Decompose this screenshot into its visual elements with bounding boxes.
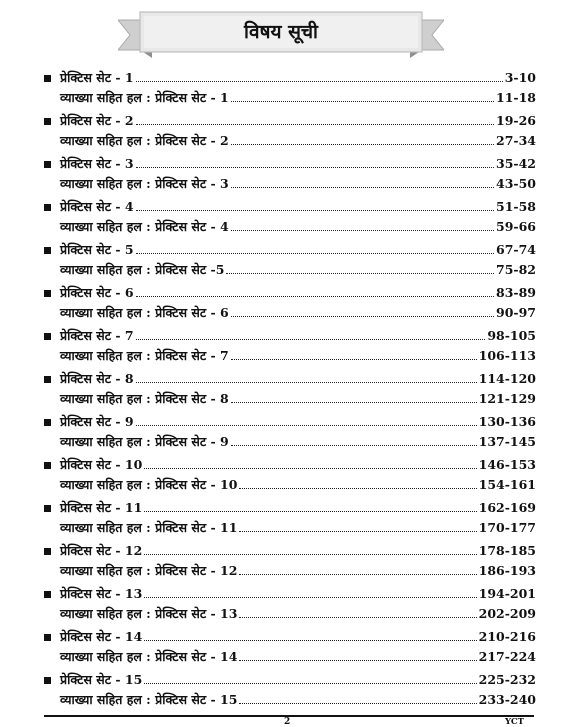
- square-bullet-icon: [44, 548, 51, 555]
- toc-group: [44, 410, 536, 453]
- toc-solution-pages: 154-161: [478, 477, 536, 492]
- toc-practice-pages: 3-10: [504, 70, 536, 85]
- toc-row-practice[interactable]: [44, 367, 536, 387]
- toc-practice-label: प्रेक्टिस सेट - 14: [60, 629, 143, 644]
- toc-solution-pages: 170-177: [478, 520, 536, 535]
- leader-dots: [144, 682, 476, 684]
- toc-row-solution[interactable]: [44, 688, 536, 708]
- toc-group: [44, 152, 536, 195]
- toc-practice-label: प्रेक्टिस सेट - 5: [60, 242, 134, 257]
- toc-row-solution[interactable]: [44, 258, 536, 278]
- toc-row-practice[interactable]: [44, 539, 536, 559]
- toc-practice-label: प्रेक्टिस सेट - 4: [60, 199, 134, 214]
- toc-practice-pages: 19-26: [496, 113, 536, 128]
- square-bullet-icon: [44, 161, 51, 168]
- toc-solution-pages: 202-209: [478, 606, 536, 621]
- leader-dots: [136, 80, 503, 82]
- toc-solution-label: व्याख्या सहित हल : प्रेक्टिस सेट - 10: [60, 477, 238, 492]
- toc-group: [44, 324, 536, 367]
- toc-row-solution[interactable]: [44, 215, 536, 235]
- leader-dots: [239, 702, 476, 704]
- toc-practice-pages: 35-42: [496, 156, 536, 171]
- square-bullet-icon: [44, 247, 51, 254]
- toc-solution-label: व्याख्या सहित हल : प्रेक्टिस सेट - 14: [60, 649, 238, 664]
- toc-practice-pages: 162-169: [478, 500, 536, 515]
- toc-solution-label: व्याख्या सहित हल : प्रेक्टिस सेट - 15: [60, 692, 238, 707]
- leader-dots: [144, 467, 476, 469]
- toc-solution-pages: 11-18: [496, 90, 536, 105]
- toc-solution-label: व्याख्या सहित हल : प्रेक्टिस सेट -5: [60, 262, 225, 277]
- toc-solution-pages: 59-66: [496, 219, 536, 234]
- leader-dots: [136, 381, 477, 383]
- square-bullet-icon: [44, 677, 51, 684]
- toc-practice-pages: 114-120: [478, 371, 536, 386]
- square-bullet-icon: [44, 118, 51, 125]
- title-banner: [118, 6, 444, 60]
- leader-dots: [231, 444, 477, 446]
- leader-dots: [231, 143, 494, 145]
- toc-solution-label: व्याख्या सहित हल : प्रेक्टिस सेट - 1: [60, 90, 229, 105]
- square-bullet-icon: [44, 419, 51, 426]
- toc-group: [44, 281, 536, 324]
- toc-solution-pages: 75-82: [496, 262, 536, 277]
- toc-solution-label: व्याख्या सहित हल : प्रेक्टिस सेट - 8: [60, 391, 229, 406]
- toc-group: [44, 625, 536, 668]
- toc-practice-label: प्रेक्टिस सेट - 7: [60, 328, 134, 343]
- toc-group: [44, 496, 536, 539]
- leader-dots: [136, 295, 494, 297]
- toc-practice-pages: 67-74: [496, 242, 536, 257]
- toc-group: [44, 582, 536, 625]
- toc-row-practice[interactable]: [44, 152, 536, 172]
- toc-group: [44, 66, 536, 109]
- toc-solution-label: व्याख्या सहित हल : प्रेक्टिस सेट - 12: [60, 563, 238, 578]
- toc-practice-pages: 225-232: [478, 672, 536, 687]
- square-bullet-icon: [44, 505, 51, 512]
- toc-row-solution[interactable]: [44, 559, 536, 579]
- leader-dots: [136, 166, 494, 168]
- toc-group: [44, 367, 536, 410]
- leader-dots: [239, 573, 476, 575]
- leader-dots: [231, 100, 494, 102]
- toc-group: [44, 109, 536, 152]
- toc-row-solution[interactable]: [44, 430, 536, 450]
- toc-solution-pages: 106-113: [478, 348, 536, 363]
- toc-solution-pages: 121-129: [478, 391, 536, 406]
- table-of-contents: [44, 66, 536, 711]
- leader-dots: [144, 553, 476, 555]
- toc-row-solution[interactable]: [44, 602, 536, 622]
- footer-brand: YCT: [505, 717, 525, 727]
- square-bullet-icon: [44, 376, 51, 383]
- leader-dots: [144, 596, 476, 598]
- leader-dots: [136, 338, 486, 340]
- square-bullet-icon: [44, 634, 51, 641]
- toc-solution-pages: 233-240: [478, 692, 536, 707]
- toc-practice-pages: 194-201: [478, 586, 536, 601]
- toc-group: [44, 453, 536, 496]
- toc-row-practice[interactable]: [44, 453, 536, 473]
- toc-solution-label: व्याख्या सहित हल : प्रेक्टिस सेट - 4: [60, 219, 229, 234]
- toc-solution-label: व्याख्या सहित हल : प्रेक्टिस सेट - 2: [60, 133, 229, 148]
- toc-practice-label: प्रेक्टिस सेट - 3: [60, 156, 134, 171]
- footer-page-number: 2: [284, 717, 291, 727]
- toc-row-practice[interactable]: [44, 66, 536, 86]
- toc-solution-pages: 27-34: [496, 133, 536, 148]
- toc-row-practice[interactable]: [44, 410, 536, 430]
- toc-row-practice[interactable]: [44, 625, 536, 645]
- toc-practice-label: प्रेक्टिस सेट - 12: [60, 543, 143, 558]
- square-bullet-icon: [44, 75, 51, 82]
- toc-practice-pages: 51-58: [496, 199, 536, 214]
- square-bullet-icon: [44, 591, 51, 598]
- leader-dots: [136, 123, 494, 125]
- leader-dots: [136, 252, 494, 254]
- toc-row-solution[interactable]: [44, 301, 536, 321]
- toc-practice-pages: 98-105: [487, 328, 536, 343]
- toc-group: [44, 195, 536, 238]
- leader-dots: [136, 424, 477, 426]
- toc-solution-pages: 217-224: [478, 649, 536, 664]
- square-bullet-icon: [44, 204, 51, 211]
- leader-dots: [231, 315, 494, 317]
- toc-solution-pages: 186-193: [478, 563, 536, 578]
- toc-solution-label: व्याख्या सहित हल : प्रेक्टिस सेट - 11: [60, 520, 238, 535]
- toc-row-practice[interactable]: [44, 109, 536, 129]
- toc-row-solution[interactable]: [44, 86, 536, 106]
- toc-practice-label: प्रेक्टिस सेट - 13: [60, 586, 143, 601]
- toc-solution-label: व्याख्या सहित हल : प्रेक्टिस सेट - 13: [60, 606, 238, 621]
- toc-row-solution[interactable]: [44, 344, 536, 364]
- leader-dots: [231, 186, 494, 188]
- toc-row-solution[interactable]: [44, 645, 536, 665]
- toc-group: [44, 668, 536, 711]
- toc-practice-pages: 130-136: [478, 414, 536, 429]
- toc-solution-label: व्याख्या सहित हल : प्रेक्टिस सेट - 9: [60, 434, 229, 449]
- leader-dots: [144, 510, 476, 512]
- toc-row-solution[interactable]: [44, 473, 536, 493]
- leader-dots: [231, 401, 477, 403]
- toc-practice-pages: 83-89: [496, 285, 536, 300]
- toc-practice-label: प्रेक्टिस सेट - 10: [60, 457, 143, 472]
- leader-dots: [231, 358, 477, 360]
- toc-row-practice[interactable]: [44, 324, 536, 344]
- toc-solution-pages: 90-97: [496, 305, 536, 320]
- toc-row-practice[interactable]: [44, 582, 536, 602]
- toc-solution-pages: 43-50: [496, 176, 536, 191]
- toc-practice-label: प्रेक्टिस सेट - 6: [60, 285, 134, 300]
- page-title: विषय सूची: [244, 21, 318, 43]
- toc-row-practice[interactable]: [44, 195, 536, 215]
- leader-dots: [231, 229, 494, 231]
- leader-dots: [136, 209, 494, 211]
- toc-row-solution[interactable]: [44, 387, 536, 407]
- square-bullet-icon: [44, 333, 51, 340]
- toc-row-practice[interactable]: [44, 281, 536, 301]
- toc-practice-label: प्रेक्टिस सेट - 8: [60, 371, 134, 386]
- toc-practice-label: प्रेक्टिस सेट - 1: [60, 70, 134, 85]
- leader-dots: [226, 272, 494, 274]
- toc-practice-label: प्रेक्टिस सेट - 9: [60, 414, 134, 429]
- square-bullet-icon: [44, 290, 51, 297]
- toc-row-practice[interactable]: [44, 496, 536, 516]
- toc-row-solution[interactable]: [44, 516, 536, 536]
- toc-solution-label: व्याख्या सहित हल : प्रेक्टिस सेट - 3: [60, 176, 229, 191]
- toc-solution-label: व्याख्या सहित हल : प्रेक्टिस सेट - 7: [60, 348, 229, 363]
- toc-group: [44, 539, 536, 582]
- toc-practice-pages: 178-185: [478, 543, 536, 558]
- toc-practice-pages: 146-153: [478, 457, 536, 472]
- square-bullet-icon: [44, 462, 51, 469]
- toc-practice-pages: 210-216: [478, 629, 536, 644]
- toc-solution-label: व्याख्या सहित हल : प्रेक्टिस सेट - 6: [60, 305, 229, 320]
- leader-dots: [239, 530, 476, 532]
- leader-dots: [144, 639, 476, 641]
- leader-dots: [239, 487, 476, 489]
- toc-group: [44, 238, 536, 281]
- toc-practice-label: प्रेक्टिस सेट - 2: [60, 113, 134, 128]
- toc-row-practice[interactable]: [44, 668, 536, 688]
- toc-row-solution[interactable]: [44, 129, 536, 149]
- toc-practice-label: प्रेक्टिस सेट - 15: [60, 672, 143, 687]
- toc-solution-pages: 137-145: [478, 434, 536, 449]
- toc-practice-label: प्रेक्टिस सेट - 11: [60, 500, 143, 515]
- toc-row-solution[interactable]: [44, 172, 536, 192]
- leader-dots: [239, 616, 476, 618]
- toc-row-practice[interactable]: [44, 238, 536, 258]
- leader-dots: [239, 659, 476, 661]
